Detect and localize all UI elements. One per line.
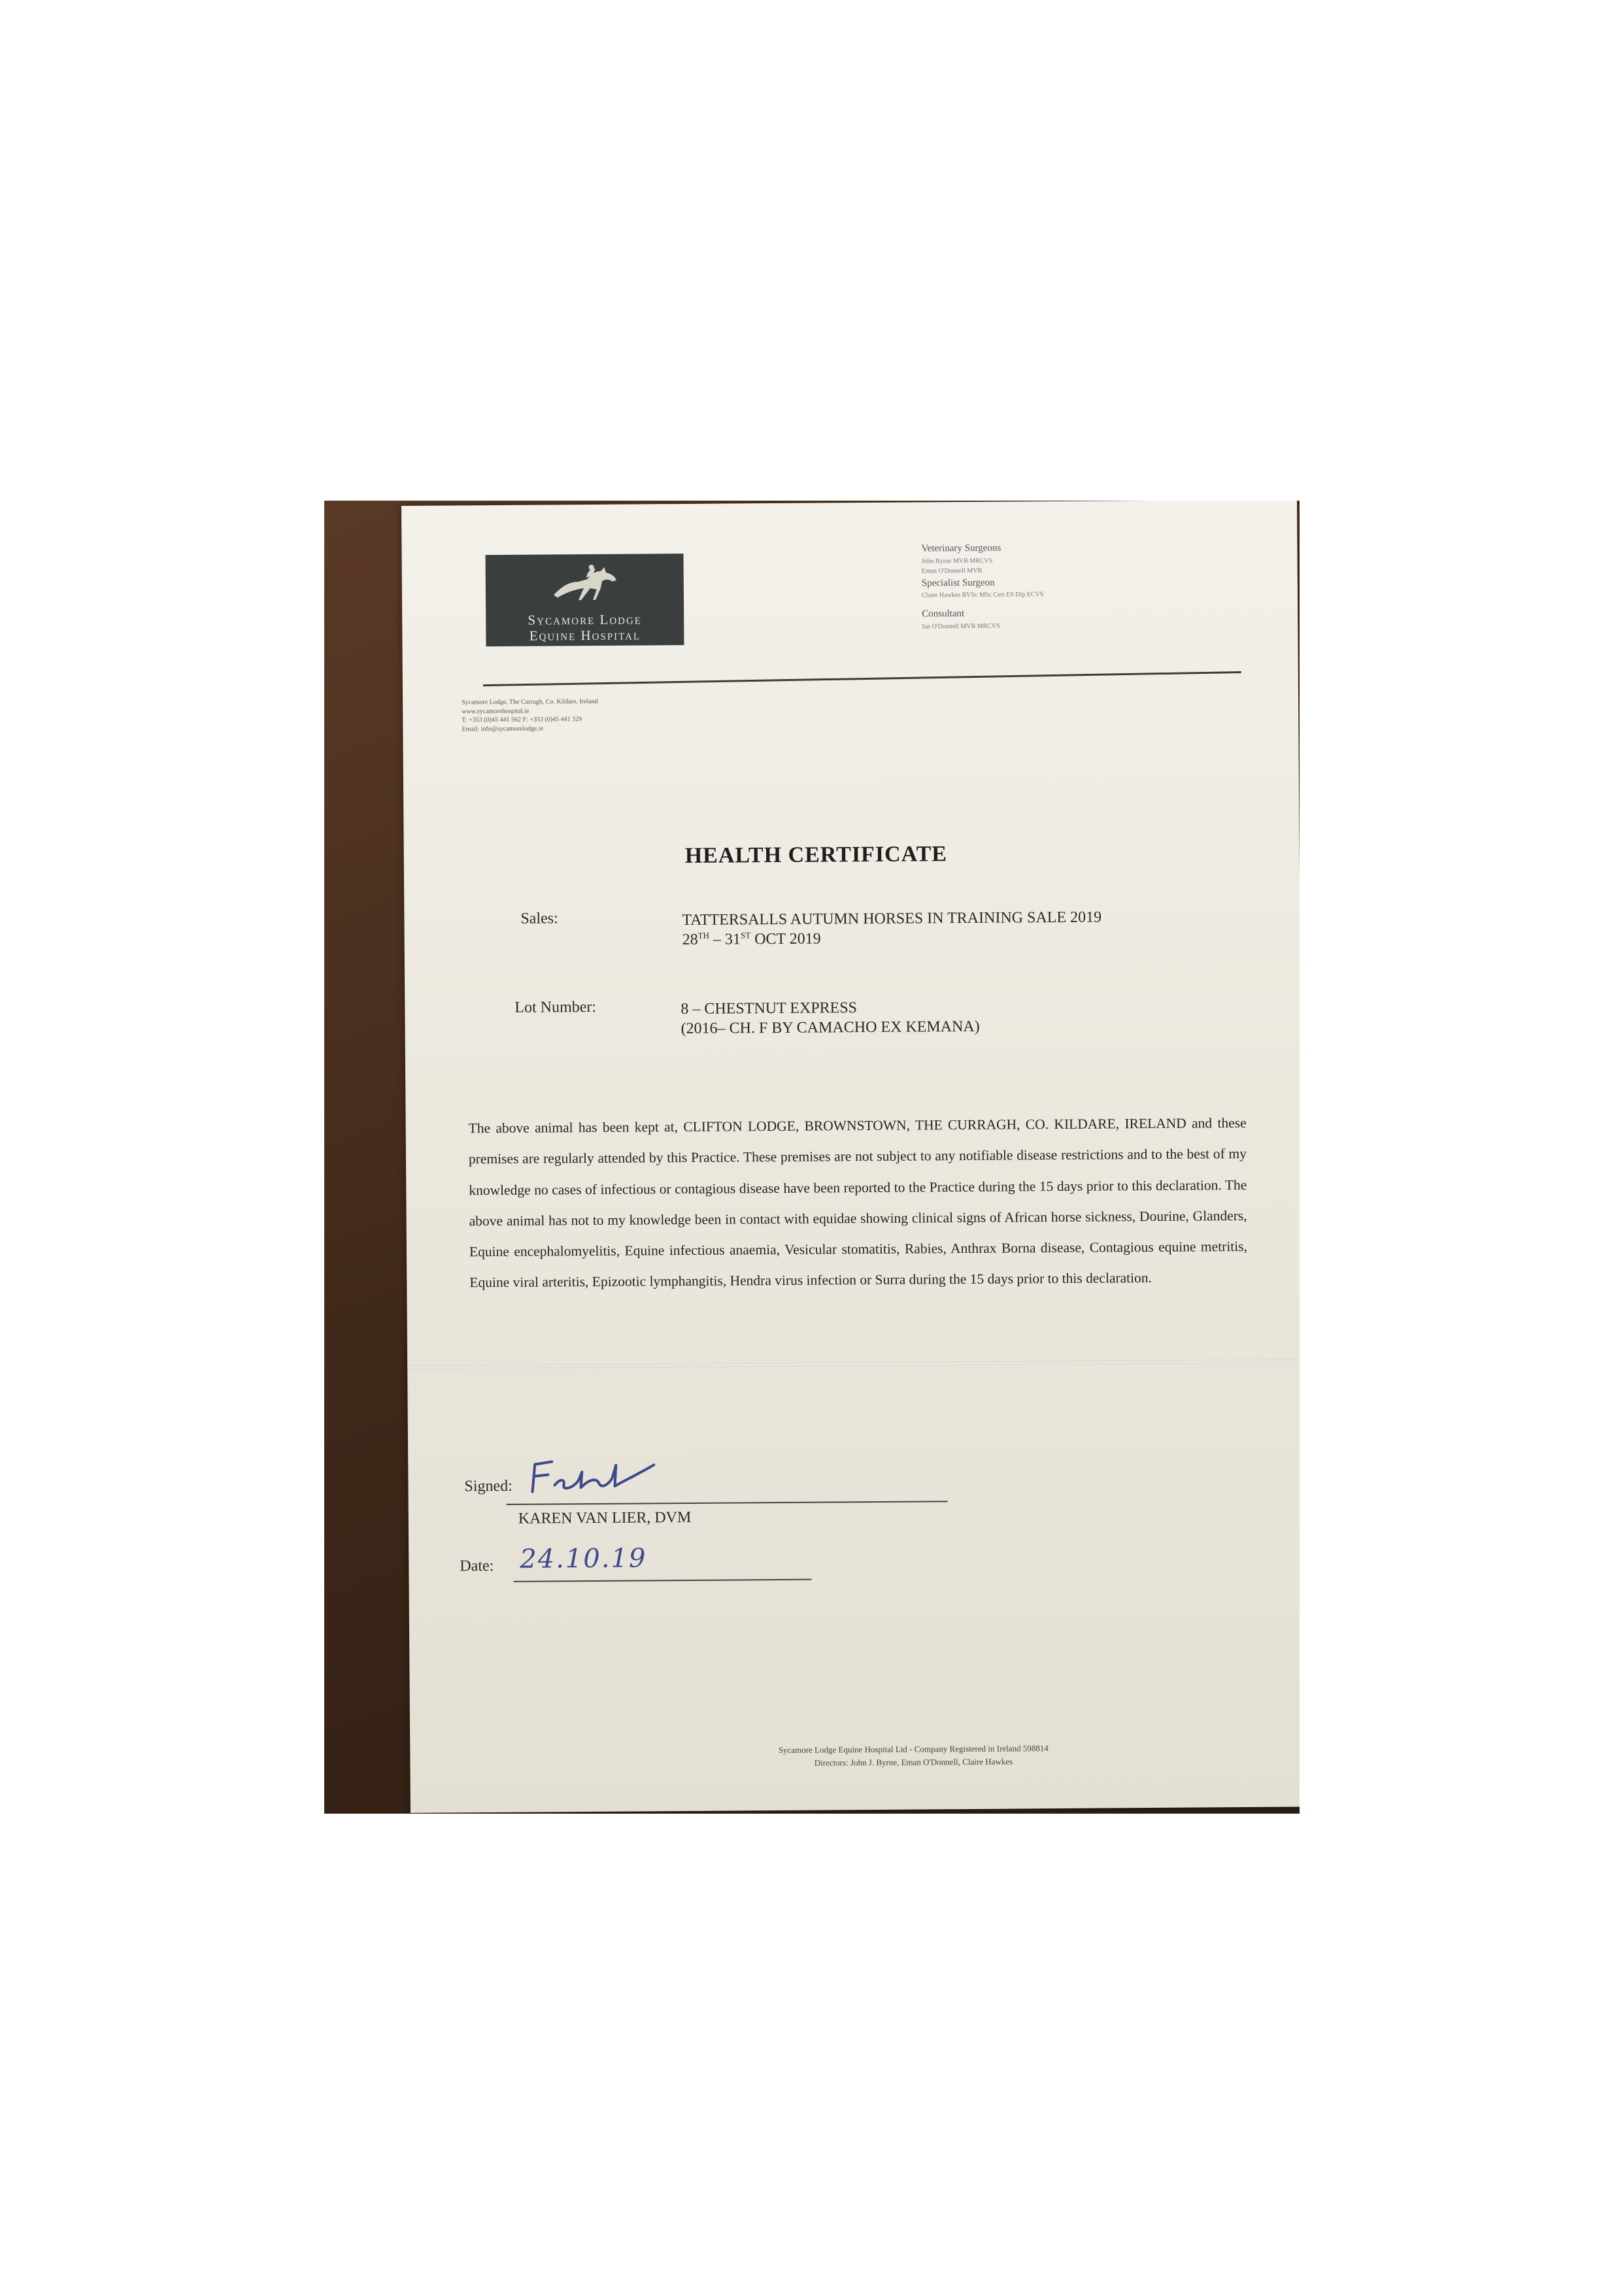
document-photo xyxy=(324,501,1300,1814)
company-footer xyxy=(658,1741,1168,1770)
document-title: HEALTH CERTIFICATE xyxy=(684,842,948,868)
address-line: www.sycamorehospital.ie xyxy=(462,707,530,715)
lot-horse-pedigree: (2016– CH. F BY CAMACHO EX KEMANA) xyxy=(681,1018,980,1038)
staff-name: Claire Hawkes BVSc MSc Cert ES Dip ECVS xyxy=(921,591,1044,599)
staff-role: Specialist Surgeon xyxy=(921,577,995,588)
lot-number-label: Lot Number: xyxy=(514,998,597,1016)
staff-role: Consultant xyxy=(922,608,965,620)
address-line: Email: info@sycamorelodge.ie xyxy=(462,724,544,733)
staff-name: John Byrne MVB MRCVS xyxy=(921,557,993,565)
signature-line xyxy=(507,1501,948,1505)
logo-text-line1: Sycamore Lodge xyxy=(528,611,643,628)
staff-role: Veterinary Surgeons xyxy=(921,542,1001,554)
lot-number-value xyxy=(681,997,980,1039)
sales-value xyxy=(682,908,1101,950)
address-line: Sycamore Lodge, The Curragh, Co. Kildare, Ireland xyxy=(462,697,598,707)
certificate-declaration: The above animal has been kept at, CLIFTON LODGE, BROWNSTOWN, THE CURRAGH, CO. KILDARE, IRELAND and these premises are regularly attended by this Practice. These premises are not subject to any notifiable disease restrictions and to the best of my knowledge no cases of infectious or contagious disease have been reported to the Practice during the 15 days prior to this declaration. The above animal has not to my knowledge been in contact with equidae showing clinical signs of African horse sickness, Dourine, Glanders, Equine encephalomyelitis, Equine infectious anaemia, Vesicular stomatitis, Rabies, Anthrax Borna disease, Contagious equine metritis, Equine viral arteritis, Epizootic lymphangitis, Hendra virus infection or Surra during the 15 days prior to this declaration. xyxy=(468,1114,1248,1291)
staff-list xyxy=(921,539,1249,631)
handwritten-date: 24.10.19 xyxy=(520,1543,647,1574)
header-divider xyxy=(483,671,1241,686)
sales-dates: 28TH – 31ST OCT 2019 xyxy=(682,930,821,949)
date-line xyxy=(513,1579,811,1582)
sales-name: TATTERSALLS AUTUMN HORSES IN TRAINING SALE 2019 xyxy=(682,908,1102,929)
footer-directors: Directors: John J. Byrne, Eman O'Donnell, Claire Hawkes xyxy=(814,1756,1013,1768)
signer-name: KAREN VAN LIER, DVM xyxy=(518,1508,692,1527)
horse-racing-icon xyxy=(548,562,622,605)
lot-horse-name: 8 – CHESTNUT EXPRESS xyxy=(681,999,858,1018)
staff-name: Ian O'Donnell MVB MRCVS xyxy=(922,622,1000,630)
hospital-logo xyxy=(486,554,684,646)
date-label: Date: xyxy=(460,1557,494,1575)
certificate-paper xyxy=(401,501,1300,1813)
handwritten-signature xyxy=(526,1445,664,1498)
footer-registration: Sycamore Lodge Equine Hospital Ltd - Company Registered in Ireland 598814 xyxy=(778,1743,1049,1755)
logo-text-line2: Equine Hospital xyxy=(529,627,641,644)
signed-label: Signed: xyxy=(464,1477,513,1495)
hospital-address xyxy=(462,696,801,734)
staff-name: Eman O'Donnell MVB xyxy=(921,567,983,574)
address-line: T: +353 (0)45 441 562 F: +353 (0)45 441 329 xyxy=(462,716,582,724)
sales-label: Sales: xyxy=(520,910,558,927)
